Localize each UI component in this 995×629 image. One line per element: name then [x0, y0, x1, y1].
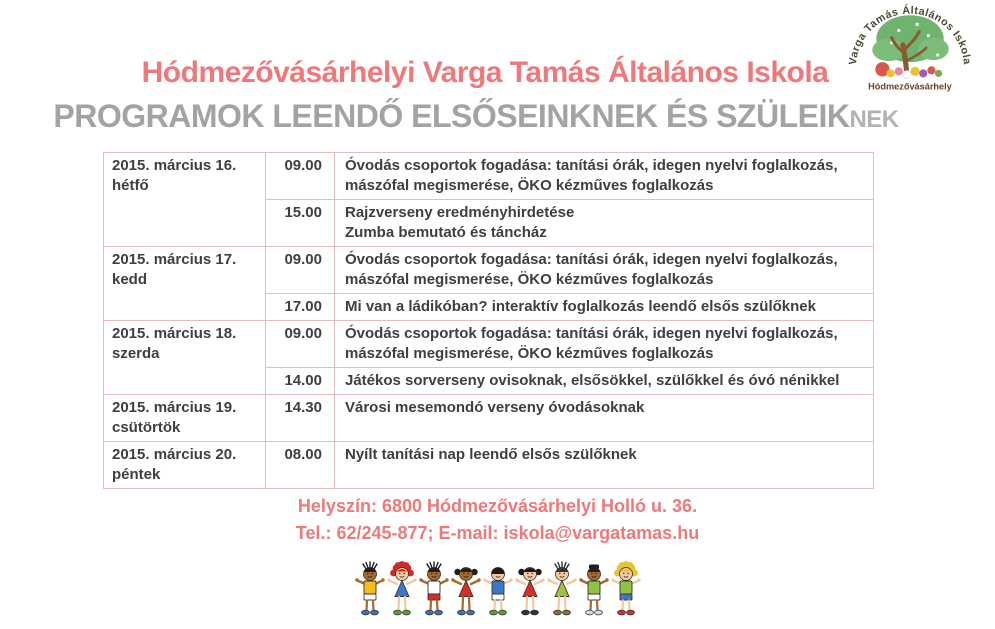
date-cell: 2015. március 16. hétfő [104, 153, 266, 247]
date-cell: 2015. március 20. péntek [104, 442, 266, 489]
footer [0, 493, 995, 547]
child-figure [611, 561, 640, 615]
logo-bottom-text: Hódmezővásárhely [868, 81, 952, 92]
schedule-row [104, 153, 874, 200]
footer-contact: Tel.: 62/245-877; E-mail: iskola@vargatamas.hu [295, 523, 700, 543]
time-cell: 14.00 [266, 368, 335, 395]
description-cell: Óvodás csoportok fogadása: tanítási órák, idegen nyelvi foglalkozás, mászófal megismerése, ÖKO kézműves foglalkozás [335, 153, 874, 200]
description-cell: Nyílt tanítási nap leendő elsős szülőknek [335, 442, 874, 489]
date-cell: 2015. március 17. kedd [104, 247, 266, 321]
description-cell: Óvodás csoportok fogadása: tanítási órák, idegen nyelvi foglalkozás, mászófal megismerése, ÖKO kézműves foglalkozás [335, 247, 874, 294]
children-illustration-graphic [354, 561, 642, 619]
time-cell: 17.00 [266, 294, 335, 321]
school-name-title: Hódmezővásárhelyi Varga Tamás Általános Iskola [141, 56, 829, 89]
date-cell: 2015. március 19. csütörtök [104, 395, 266, 442]
schedule-row [104, 247, 874, 294]
child-figure [483, 568, 512, 615]
description-cell: Játékos sorverseny ovisoknak, elsősökkel, szülőkkel és óvó nénikkel [335, 368, 874, 395]
time-cell: 09.00 [266, 153, 335, 200]
description-cell: Rajzverseny eredményhirdetése Zumba bemutató és táncház [335, 200, 874, 247]
time-cell: 08.00 [266, 442, 335, 489]
time-cell: 09.00 [266, 321, 335, 368]
schedule-row [104, 321, 874, 368]
description-cell: Óvodás csoportok fogadása: tanítási órák, idegen nyelvi foglalkozás, mászófal megismerése, ÖKO kézműves foglalkozás [335, 321, 874, 368]
child-figure [355, 562, 384, 615]
description-cell: Városi mesemondó verseny óvodásoknak [335, 395, 874, 442]
child-figure [515, 568, 544, 615]
description-cell: Mi van a ládikóban? interaktív foglalkozás leendő elsős szülőknek [335, 294, 874, 321]
logo-arc-text: Varga Tamás Általános Iskola [846, 4, 974, 66]
program-subtitle [0, 98, 952, 135]
footer-location: Helyszín: 6800 Hódmezővásárhelyi Holló u. 36. [297, 496, 698, 516]
child-figure [547, 562, 576, 615]
schedule-row [104, 395, 874, 442]
child-figure [451, 568, 480, 615]
schedule-table [103, 152, 874, 489]
time-cell: 09.00 [266, 247, 335, 294]
schedule-table-body [104, 153, 874, 489]
time-cell: 15.00 [266, 200, 335, 247]
program-subtitle-main: PROGRAMOK LEENDŐ ELSŐSEINKNEK ÉS SZÜLEIK [53, 98, 850, 134]
child-figure [579, 565, 608, 615]
schedule-row [104, 442, 874, 489]
child-figure [387, 561, 416, 615]
child-figure [419, 562, 448, 615]
program-subtitle-tail: NEK [849, 106, 899, 133]
time-cell: 14.30 [266, 395, 335, 442]
children-illustration [0, 561, 995, 619]
date-cell: 2015. március 18. szerda [104, 321, 266, 395]
